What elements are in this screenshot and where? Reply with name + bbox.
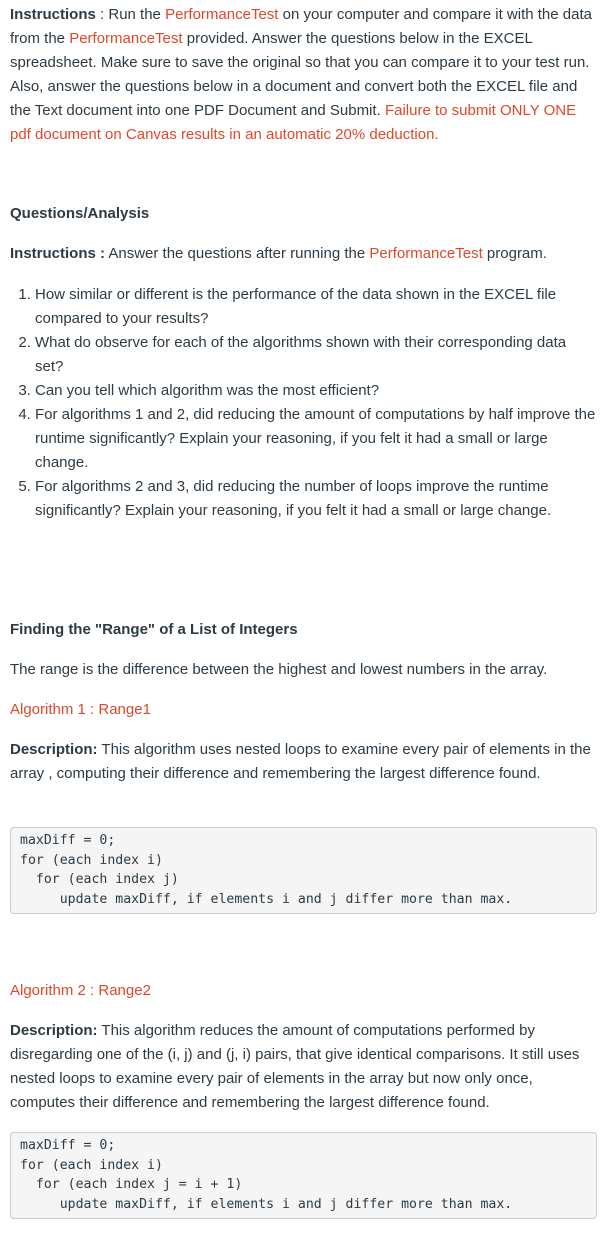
performancetest-link-3[interactable]: PerformanceTest xyxy=(369,245,483,262)
algorithm1-description-text: This algorithm uses nested loops to examine every pair of elements in the array , computing their difference and remembering the largest difference found. xyxy=(10,741,591,782)
performancetest-link-1[interactable]: PerformanceTest xyxy=(165,6,279,23)
algorithm1-title: Algorithm 1 : Range1 xyxy=(10,701,151,718)
intro-separator: : xyxy=(95,6,109,23)
algorithm2-code-block: maxDiff = 0; for (each index i) for (each index j = i + 1) update maxDiff, if elements i and j differ more than max. xyxy=(10,1132,597,1219)
questions-instructions-label: Instructions : xyxy=(10,245,106,262)
deduction-warning: Failure to submit ONLY ONE pdf document on Canvas results in an automatic 20% deduction. xyxy=(10,102,577,143)
algorithm1-description-label: Description: xyxy=(10,741,98,758)
performancetest-link-2[interactable]: PerformanceTest xyxy=(69,30,183,47)
algorithm2-description-label: Description: xyxy=(10,1022,98,1039)
question-item: 4. For algorithms 1 and 2, did reducing the amount of computations by half improve the runtime significantly? Explain your reasoning, if you felt it had a small or large change. xyxy=(35,403,598,475)
intro-paragraph xyxy=(10,3,598,147)
algorithm2-title: Algorithm 2 : Range2 xyxy=(10,982,151,999)
algorithm1-description xyxy=(10,738,598,786)
questions-instructions-text-2: program. xyxy=(482,245,547,262)
intro-label: Instructions xyxy=(10,6,96,23)
intro-text-3: provided. Answer the questions below in the EXCEL spreadsheet. Make sure to save the original so that you can compare it to your test run. Also, answer the questions below in a document and convert both the EXCEL file and the Text document into one PDF Document and Submit. xyxy=(10,30,590,119)
question-item: 3. Can you tell which algorithm was the most efficient? xyxy=(35,379,598,403)
algorithm2-description-text: This algorithm reduces the amount of computations performed by disregarding one of the (i, j) and (j, i) pairs, that give identical comparisons. It still uses nested loops to examine every pair of elements in the array but now only once, computes their difference and remembering the largest difference found. xyxy=(10,1022,580,1111)
questions-list xyxy=(10,283,598,523)
questions-instructions-text-1: Answer the questions after running the xyxy=(105,245,370,262)
questions-instructions xyxy=(10,242,598,266)
intro-text-2: on your computer and compare it with the data from the xyxy=(10,6,592,47)
algorithm1-code-block: maxDiff = 0; for (each index i) for (each index j) update maxDiff, if elements i and j differ more than max. xyxy=(10,827,597,914)
range-heading: Finding the "Range" of a List of Integers xyxy=(10,621,298,638)
question-item: 2. What do observe for each of the algorithms shown with their corresponding data set? xyxy=(35,331,598,379)
range-definition: The range is the difference between the highest and lowest numbers in the array. xyxy=(10,661,548,678)
question-item: 1. How similar or different is the performance of the data shown in the EXCEL file compared to your results? xyxy=(35,283,598,331)
questions-heading: Questions/Analysis xyxy=(10,205,150,222)
intro-text-1: Run the xyxy=(108,6,166,23)
question-item: 5. For algorithms 2 and 3, did reducing the number of loops improve the runtime significantly? Explain your reasoning, if you felt it had a small or large change. xyxy=(35,475,598,523)
algorithm2-description xyxy=(10,1019,598,1115)
